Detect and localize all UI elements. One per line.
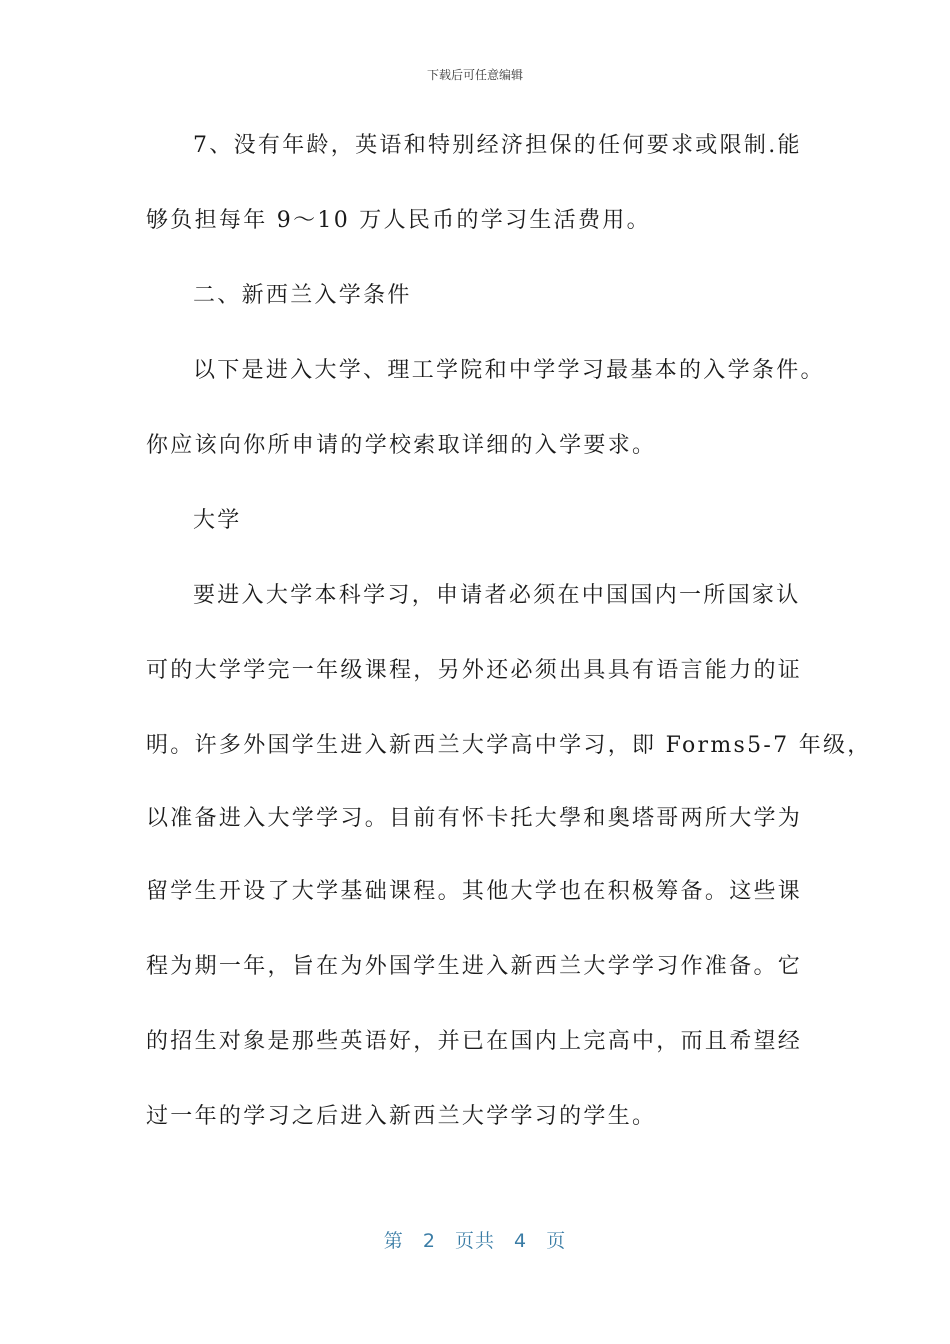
- footer-total-pages: 4: [514, 1230, 528, 1252]
- header-note: 下载后可任意编辑: [426, 68, 523, 82]
- page-footer: [0, 1226, 950, 1253]
- paragraph-line: 7、没有年龄，英语和特别经济担保的任何要求或限制.能: [193, 133, 802, 158]
- paragraph-line: 你应该向你所申请的学校索取详细的入学要求。: [146, 433, 657, 458]
- footer-label-page: 第: [383, 1230, 404, 1252]
- paragraph-line: 的招生对象是那些英语好，并已在国内上完高中，而且希望经: [146, 1029, 803, 1054]
- paragraph-line: 过一年的学习之后进入新西兰大学学习的学生。: [146, 1104, 657, 1129]
- subsection-heading: 大学: [193, 508, 242, 533]
- footer-current-page: 2: [422, 1230, 436, 1252]
- section-heading: 二、新西兰入学条件: [193, 283, 412, 308]
- paragraph-line: 以准备进入大学学习。目前有怀卡托大學和奥塔哥两所大学为: [146, 806, 803, 831]
- paragraph-line: 够负担每年 9～10 万人民币的学习生活费用。: [146, 208, 651, 233]
- paragraph-line: 可的大学学完一年级课程，另外还必须出具具有语言能力的证: [146, 658, 803, 683]
- paragraph-line: 要进入大学本科学习，申请者必须在中国国内一所国家认: [193, 583, 801, 608]
- paragraph-line: 留学生开设了大学基础课程。其他大学也在积极筹备。这些课: [146, 879, 803, 904]
- footer-label-of: 页共: [454, 1230, 495, 1252]
- paragraph-line: 程为期一年，旨在为外国学生进入新西兰大学学习作准备。它: [146, 954, 803, 979]
- paragraph-line: 明。许多外国学生进入新西兰大学高中学习，即 Forms5-7 年级，: [146, 733, 872, 758]
- paragraph-line: 以下是进入大学、理工学院和中学学习最基本的入学条件。: [193, 358, 825, 383]
- footer-label-pages: 页: [546, 1230, 567, 1252]
